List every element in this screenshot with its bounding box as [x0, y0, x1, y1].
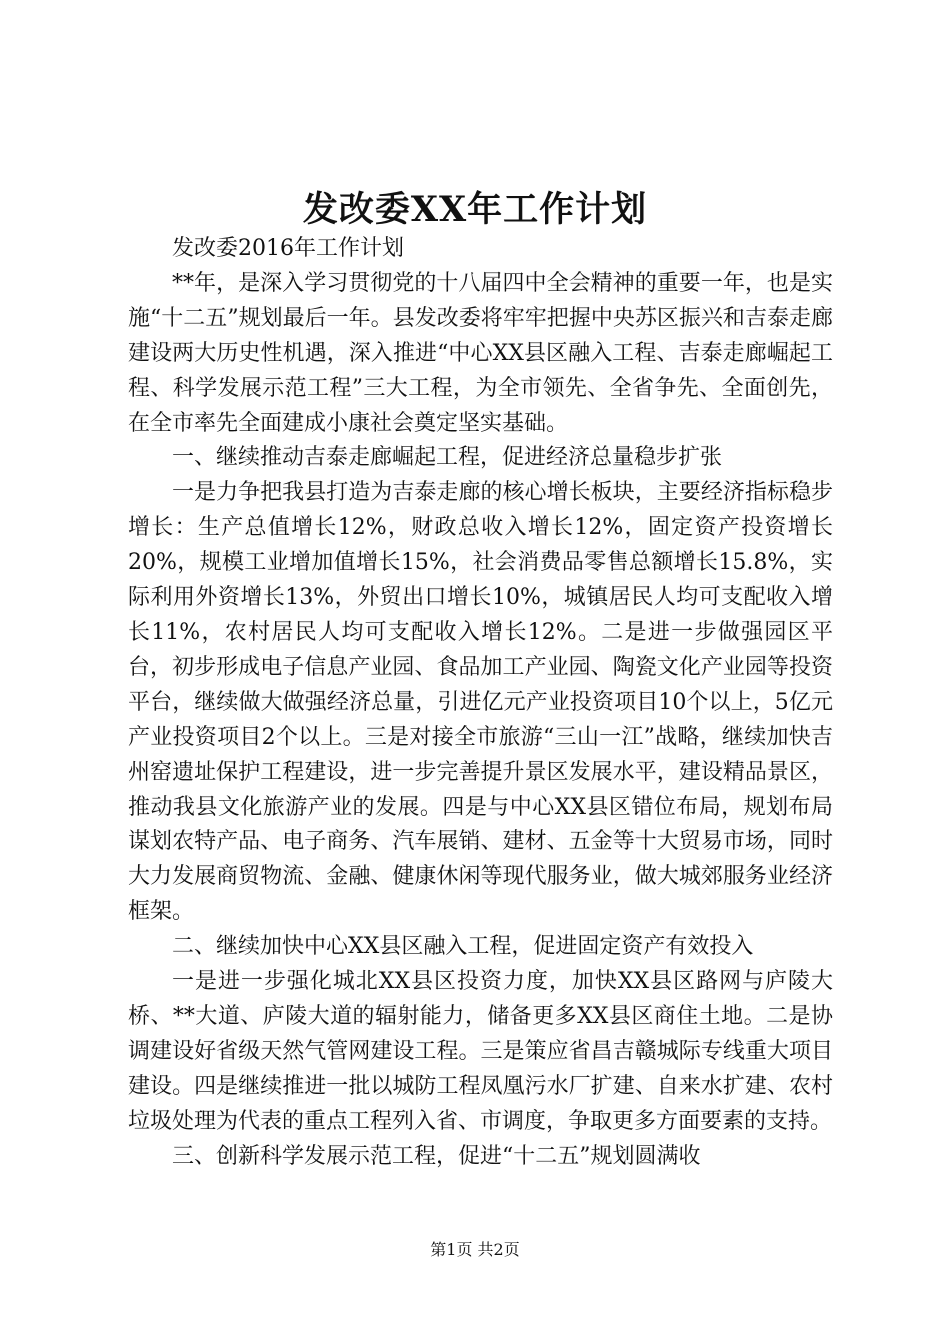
paragraph-section-1: 一是力争把我县打造为吉泰走廊的核心增长板块，主要经济指标稳步增长：生产总值增长12%，财政总收入增长12%，固定资产投资增长20%，规模工业增加值增长15%，社会消费品零售总额增长15.8%，实际利用外资增长13%，外贸出口增长10%，城镇居民人均可支配收入增长11%，农村居民人均可支配收入增长12%。二是进一步做强园区平台，初步形成电子信息产业园、食品加工产业园、陶瓷文化产业园等投资平台，继续做大做强经济总量，引进亿元产业投资项目10个以上，5亿元产业投资项目2个以上。三是对接全市旅游“三山一江”战略，继续加快吉州窑遗址保护工程建设，进一步完善提升景区发展水平，建设精品景区，推动我县文化旅游产业的发展。四是与中心XX县区错位布局，规划布局谋划农特产品、电子商务、汽车展销、建材、五金等十大贸易市场，同时大力发展商贸物流、金融、健康休闲等现代服务业，做大城郊服务业经济框架。	[128, 480, 833, 925]
section-heading-3: 三、创新科学发展示范工程，促进“十二五”规划圆满收	[172, 1143, 701, 1169]
paragraph-section-2: 一是进一步强化城北XX县区投资力度，加快XX县区路网与庐陵大桥、**大道、庐陵大道的辐射能力，储备更多XX县区商住土地。二是协调建设好省级天然气管网建设工程。三是策应省昌吉赣城际专线重大项目建设。四是继续推进一批以城防工程凤凰污水厂扩建、自来水扩建、农村垃圾处理为代表的重点工程列入省、市调度，争取更多方面要素的支持。	[128, 969, 833, 1134]
paragraph-intro: **年，是深入学习贯彻党的十八届四中全会精神的重要一年，也是实施“十二五”规划最后一年。县发改委将牢牢把握中央苏区振兴和吉泰走廊建设两大历史性机遇，深入推进“中心XX县区融入工程、吉泰走廊崛起工程、科学发展示范工程”三大工程，为全市领先、全省争先、全面创先，在全市率先全面建成小康社会奠定坚实基础。	[128, 270, 833, 436]
document-title: 发改委XX年工作计划	[302, 189, 648, 230]
document-body	[128, 232, 833, 1174]
section-heading-2: 二、继续加快中心XX县区融入工程，促进固定资产有效投入	[172, 934, 754, 960]
paragraph-subtitle: 发改委2016年工作计划	[172, 236, 404, 261]
section-heading-1: 一、继续推动吉泰走廊崛起工程，促进经济总量稳步扩张	[172, 445, 723, 471]
page-footer: 第1页 共2页	[430, 1240, 520, 1259]
